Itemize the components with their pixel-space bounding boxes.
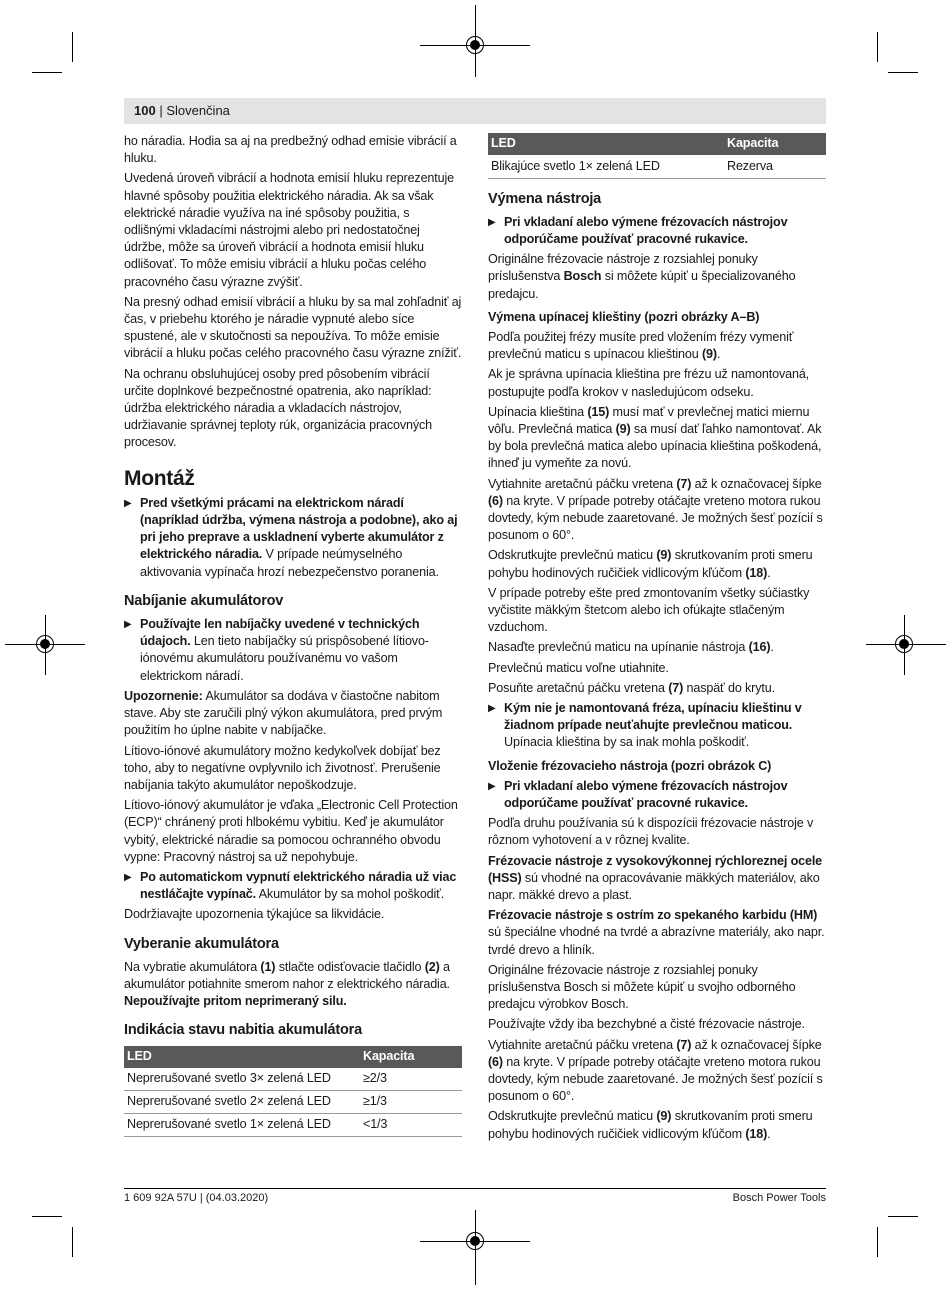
text: Podľa použitej frézy musíte pred vložením frézy vymeniť prevlečnú maticu s upínacou klieštinou (488, 329, 794, 362)
column-header: Kapacita (724, 133, 826, 155)
paragraph: Na presný odhad emisií vibrácií a hluku by sa mal zohľadniť aj čas, v priebehu ktorého je náradie vypnuté alebo síce spustené, ale v skutočnosti sa nepoužíva. To môže emisie vibrácií a hluku počas celého pracovného času výrazne znížiť. (124, 294, 462, 361)
section-heading-removal: Vyberanie akumulátora (124, 935, 279, 952)
text: Posuňte aretačnú páčku vretena (488, 680, 669, 695)
crop-mark (32, 72, 62, 73)
triangle-bullet-icon: ▶ (488, 216, 496, 228)
paragraph: V prípade potreby ešte pred zmontovaním všetky súčiastky vyčistite mäkkým štetcom alebo ich ofúkajte stlačeným vzduchom. (488, 585, 810, 635)
ref-number: (16) (748, 640, 771, 655)
table-row (488, 155, 826, 178)
paragraph (488, 1037, 826, 1106)
ref-number: (9) (656, 1109, 672, 1124)
page-header: 100 | Slovenčina (134, 103, 230, 118)
paragraph: Podľa druhu používania sú k dispozícii frézovacie nástroje v rôznom vyhotovení a v rôznej kvalite. (488, 816, 814, 848)
paragraph (488, 907, 826, 959)
crop-mark (72, 32, 73, 62)
right-column (488, 133, 826, 1146)
bullet-text: V prípade neúmyselného aktivovania vypínača hrozí nebezpečenstvo poranenia. (140, 547, 439, 579)
ref-number: (9) (701, 347, 717, 362)
paragraph (124, 959, 462, 1011)
paragraph (488, 1108, 826, 1142)
text: . (767, 565, 771, 580)
table-header-row (124, 1046, 462, 1068)
header-language: Slovenčina (166, 103, 230, 118)
warning-bullet (124, 616, 462, 685)
paragraph: Používajte vždy iba bezchybné a čisté frézovacie nástroje. (488, 1017, 805, 1032)
footer-rule (124, 1188, 826, 1189)
note-paragraph (124, 688, 462, 740)
triangle-bullet-icon: ▶ (488, 780, 496, 792)
triangle-bullet-icon: ▶ (124, 871, 132, 883)
text: musí mať v prevlečnej matici miernu vôľu. Prevlečná matica (488, 404, 810, 436)
crop-mark (888, 72, 918, 73)
table-cell: Blikajúce svetlo 1× zelená LED (488, 155, 724, 178)
paragraph: Uvedená úroveň vibrácií a hodnota emisií hluku reprezentuje hlavné spôsoby použitia elektrického náradia. Ak sa však elektrické náradie využíva na iné spôsoby použitia, s odlišnými vkladacími nástrojmi alebo pri nedostatočnej údržbe, môže sa úroveň vibrácií a hodnota emisií hluku odlišovať. To môže emisiu vibrácií a hluku počas celého pracovného času výrazne zvýšiť. (124, 171, 454, 289)
paragraph: Dodržiavajte upozornenia týkajúce sa likvidácie. (124, 907, 385, 922)
text: sú vhodné na opracovávanie mäkkých materiálov, ako napr. mäkké drevo a plast. (488, 870, 820, 903)
text: . (767, 1126, 771, 1141)
section-heading-montaz: Montáž (124, 466, 195, 490)
warning-bullet (488, 700, 826, 752)
table-cell: ≥1/3 (360, 1091, 462, 1114)
footer-doc-number: 1 609 92A 57U | (04.03.2020) (124, 1192, 269, 1204)
table-row (124, 1114, 462, 1137)
ref-number: (9) (656, 548, 672, 563)
bullet-text: Akumulátor by sa mohol poškodiť. (256, 887, 445, 902)
column-header: LED (488, 133, 724, 155)
paragraph (488, 329, 826, 363)
subsection-heading-insert: Vloženie frézovacieho nástroja (pozri obrázok C) (488, 758, 772, 773)
paragraph (488, 680, 826, 697)
paragraph: Prevlečnú maticu voľne utiahnite. (488, 660, 669, 675)
text: . (716, 347, 721, 362)
bullet-text: Len tieto nabíjačky sú prispôsobené lítiovo-iónovému akumulátoru používanému vo vašom elektrickom náradí. (140, 634, 429, 683)
text: Vytiahnite aretačnú páčku vretena (488, 1037, 677, 1052)
registration-mark (466, 36, 484, 54)
column-header: LED (124, 1046, 360, 1068)
ref-number: (18) (745, 565, 768, 580)
registration-mark (466, 1232, 484, 1250)
bullet-bold: Pred všetkými prácami na elektrickom náradí (napríklad údržba, výmena nástroja a podobne), ako aj pri jeho preprave a uskladnení vyberte akumulátor z elektrického náradia. (140, 495, 458, 562)
triangle-bullet-icon: ▶ (124, 497, 132, 509)
ref-number: (15) (587, 404, 610, 419)
warning-bullet (488, 778, 826, 812)
section-heading-charging: Nabíjanie akumulátorov (124, 592, 284, 609)
bold-text: Frézovacie nástroje s ostrím zo spekaného karbidu (HM) (488, 908, 818, 923)
paragraph (488, 404, 826, 473)
ref-number: (18) (745, 1126, 768, 1141)
table-header-row (488, 133, 826, 155)
subsection-heading-collet: Výmena upínacej klieštiny (pozri obrázky A–B) (488, 309, 760, 324)
paragraph: Na ochranu obsluhujúcej osoby pred pôsobením vibrácií určite doplnkové bezpečnostné opatrenia, ako napríklad: údržba elektrického náradia a vkladacích nástrojov, udržiavanie správnej teploty rúk, organizácia pracovných procesov. (124, 366, 433, 450)
paragraph (488, 476, 826, 545)
crop-mark (888, 1216, 918, 1217)
text: na kryte. V prípade potreby otáčajte vreteno motora rukou dovtedy, kým nebude zaaretované. Je možných šesť pozícií s posunom o 60°. (488, 493, 823, 543)
ref-number: (6) (488, 1054, 503, 1069)
table-cell: ≥2/3 (360, 1068, 462, 1091)
ref-number: (2) (424, 959, 440, 974)
warning-bullet (488, 214, 826, 248)
note-text: Akumulátor sa dodáva v čiastočne nabitom stave. Aby ste zaručili plný výkon akumulátora, pred prvým použitím ho úplne nabite v nabíjačke. (124, 688, 443, 738)
paragraph (488, 251, 826, 303)
crop-mark (877, 32, 878, 62)
text: až k označovacej šípke (691, 476, 822, 491)
footer-brand: Bosch Power Tools (732, 1192, 826, 1204)
crop-mark (72, 1227, 73, 1257)
paragraph: Originálne frézovacie nástroje z rozsiahlej ponuky príslušenstva Bosch si môžete kúpiť u svojho odborného predajcu výrobkov Bosch. (488, 962, 796, 1012)
charge-state-table-continued (488, 133, 826, 179)
text: Nasaďte prevlečnú maticu na upínanie nástroja (488, 640, 749, 655)
brand-bold: Bosch (563, 269, 602, 284)
paragraph: Lítiovo-iónový akumulátor je vďaka „Electronic Cell Protection (ECP)“ chránený proti hlbokému vybitiu. Keď je akumulátor vybitý, elektrické náradie sa pomocou ochranného obvodu vypne: Pracovný nástroj sa už nepohybuje. (124, 798, 458, 864)
text: skrutkovaním proti smeru pohybu hodinových ručičiek vidlicovým kľúčom (488, 548, 813, 580)
text: Odskrutkujte prevlečnú maticu (488, 548, 657, 563)
text: naspäť do krytu. (683, 680, 775, 695)
text: skrutkovaním proti smeru pohybu hodinových ručičiek vidlicovým kľúčom (488, 1109, 813, 1141)
warning-bullet (124, 495, 462, 581)
registration-mark (895, 635, 913, 653)
paragraph: Lítiovo-iónové akumulátory možno kedykoľvek dobíjať bez toho, aby to negatívne ovplyvnilo ich životnosť. Prerušenie nabíjania takýto akumulátor nepoškodzuje. (124, 743, 441, 792)
section-heading-tool-change: Výmena nástroja (488, 190, 602, 207)
crop-mark (877, 1227, 878, 1257)
note-label: Upozornenie: (124, 688, 203, 703)
bullet-bold: Po automatickom vypnutí elektrického náradia už viac nestláčajte vypínač. (140, 869, 457, 902)
bullet-text: Upínacia klieština by sa inak mohla poškodiť. (504, 735, 750, 750)
bullet-bold: Pri vkladaní alebo výmene frézovacích nástrojov odporúčame používať pracovné rukavice. (504, 214, 788, 246)
ref-number: (7) (676, 1037, 692, 1052)
ref-number: (1) (260, 959, 276, 974)
bold-text: Nepoužívajte pritom neprimeraný silu. (124, 994, 347, 1009)
text: Na vybratie akumulátora (124, 959, 261, 974)
table-row (124, 1068, 462, 1091)
crop-mark (32, 1216, 62, 1217)
text: Upínacia klieština (488, 404, 588, 419)
text: na kryte. V prípade potreby otáčajte vreteno motora rukou dovtedy, kým nebude zaaretované. Je možných šesť pozícií s posunom o 60°. (488, 1054, 823, 1104)
bold-text: Frézovacie nástroje z vysokovýkonnej rýchloreznej ocele (HSS) (488, 853, 823, 885)
table-cell: Neprerušované svetlo 3× zelená LED (124, 1068, 360, 1091)
text: . (770, 640, 774, 655)
ref-number: (7) (676, 476, 692, 491)
text: až k označovacej šípke (691, 1037, 822, 1052)
text: Odskrutkujte prevlečnú maticu (488, 1109, 657, 1124)
left-column (124, 133, 462, 1137)
ref-number: (7) (668, 680, 684, 695)
table-cell: Neprerušované svetlo 2× zelená LED (124, 1091, 360, 1114)
registration-mark (36, 635, 54, 653)
text: stlačte odisťovacie tlačidlo (275, 959, 425, 974)
bullet-bold: Kým nie je namontovaná fréza, upínaciu klieštinu v žiadnom prípade neuťahujte prevlečnou maticou. (504, 700, 802, 733)
triangle-bullet-icon: ▶ (488, 702, 496, 714)
table-cell: <1/3 (360, 1114, 462, 1137)
ref-number: (6) (488, 493, 503, 508)
paragraph (488, 853, 826, 905)
text: a akumulátor potiahnite smerom nahor z elektrického náradia. (124, 959, 450, 991)
table-cell: Rezerva (724, 155, 826, 178)
text: sa musí dať ľahko namontovať. Ak by bola prevlečná matica alebo upínacia klieština poškodená, ihneď ju vymeňte za novú. (488, 421, 822, 471)
triangle-bullet-icon: ▶ (124, 619, 132, 631)
ref-number: (9) (615, 421, 631, 436)
section-heading-indication: Indikácia stavu nabitia akumulátora (124, 1022, 362, 1039)
warning-bullet (124, 869, 462, 903)
charge-state-table (124, 1046, 462, 1138)
bullet-bold: Pri vkladaní alebo výmene frézovacích nástrojov odporúčame používať pracovné rukavice. (504, 778, 788, 810)
paragraph: Ak je správna upínacia klieština pre frézu už namontovaná, postupujte podľa krokov v nasledujúcom odseku. (488, 367, 810, 399)
paragraph (488, 639, 826, 656)
table-row (124, 1091, 462, 1114)
text: sú špeciálne vhodné na tvrdé a abrazívne materiály, ako napr. tvrdé drevo a hliník. (488, 925, 825, 957)
bullet-bold: Používajte len nabíjačky uvedené v technických údajoch. (140, 617, 420, 649)
text: Vytiahnite aretačnú páčku vretena (488, 476, 677, 491)
paragraph (488, 547, 826, 581)
text: si môžete kúpiť u špecializovaného predajcu. (488, 269, 796, 301)
column-header: Kapacita (360, 1046, 462, 1068)
text: Originálne frézovacie nástroje z rozsiahlej ponuky príslušenstva (488, 252, 758, 284)
table-cell: Neprerušované svetlo 1× zelená LED (124, 1114, 360, 1137)
page-number: 100 (134, 103, 156, 118)
paragraph: ho náradia. Hodia sa aj na predbežný odhad emisie vibrácií a hluku. (124, 134, 457, 166)
